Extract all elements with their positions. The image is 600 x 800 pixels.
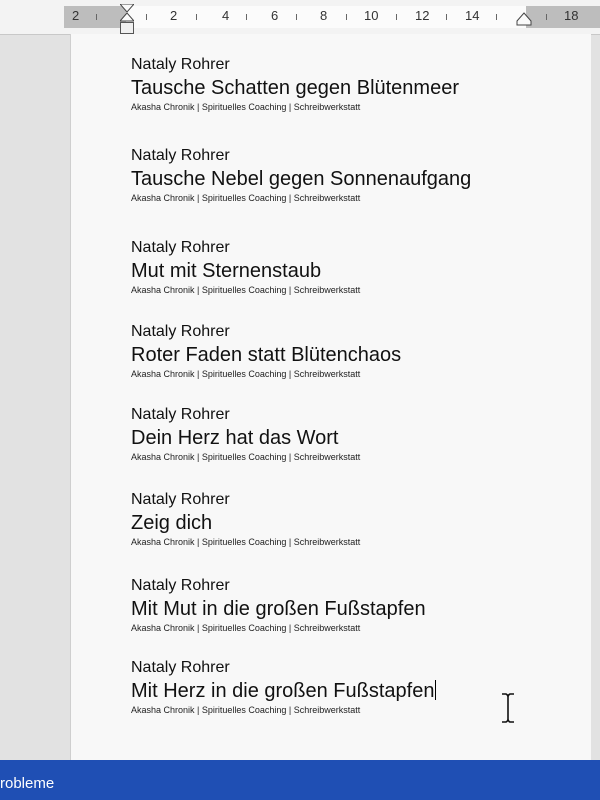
signature-title: Tausche Schatten gegen Blütenmeer bbox=[131, 77, 459, 99]
signature-block bbox=[131, 491, 360, 548]
signature-subtitle: Akasha Chronik | Spirituelles Coaching | Schreibwerkstatt bbox=[131, 369, 361, 379]
ruler-label: 18 bbox=[564, 8, 579, 23]
right-indent-marker-icon[interactable] bbox=[516, 12, 532, 26]
i-beam-cursor-icon bbox=[500, 692, 516, 724]
signature-subtitle: Akasha Chronik | Spirituelles Coaching | Schreibwerkstatt bbox=[131, 285, 361, 295]
ruler-label: 10 bbox=[364, 8, 379, 23]
signature-title: Mut mit Sternenstaub bbox=[131, 260, 322, 282]
ruler-label: 8 bbox=[320, 8, 328, 23]
author-name: Nataly Rohrer bbox=[131, 147, 230, 164]
signature-title: Roter Faden statt Blütenchaos bbox=[131, 344, 402, 366]
author-name: Nataly Rohrer bbox=[131, 577, 230, 594]
author-name: Nataly Rohrer bbox=[131, 406, 230, 423]
ruler-tick bbox=[346, 14, 347, 20]
signature-subtitle: Akasha Chronik | Spirituelles Coaching | Schreibwerkstatt bbox=[131, 705, 361, 715]
ruler-tick bbox=[546, 14, 547, 20]
signature-block bbox=[131, 659, 436, 716]
author-name: Nataly Rohrer bbox=[131, 239, 230, 256]
ruler-tick bbox=[296, 14, 297, 20]
signature-block bbox=[131, 577, 426, 634]
signature-title bbox=[131, 679, 436, 703]
signature-block bbox=[131, 406, 360, 463]
author-name: Nataly Rohrer bbox=[131, 659, 230, 676]
ruler-label: 6 bbox=[271, 8, 279, 23]
author-name: Nataly Rohrer bbox=[131, 491, 230, 508]
signature-title: Zeig dich bbox=[131, 512, 213, 534]
signature-title: Dein Herz hat das Wort bbox=[131, 427, 339, 449]
signature-block bbox=[131, 147, 471, 204]
horizontal-ruler[interactable] bbox=[0, 0, 600, 35]
signature-title-text: Mit Herz in die großen Fußstapfen bbox=[131, 680, 435, 702]
first-line-indent-marker-icon[interactable] bbox=[120, 4, 134, 22]
signature-title: Tausche Nebel gegen Sonnenaufgang bbox=[131, 168, 472, 190]
signature-title: Mit Mut in die großen Fußstapfen bbox=[131, 598, 426, 620]
signature-subtitle: Akasha Chronik | Spirituelles Coaching | Schreibwerkstatt bbox=[131, 452, 361, 462]
signature-subtitle: Akasha Chronik | Spirituelles Coaching | Schreibwerkstatt bbox=[131, 537, 361, 547]
author-name: Nataly Rohrer bbox=[131, 323, 230, 340]
ruler-label: 2 bbox=[170, 8, 178, 23]
ruler-tick bbox=[146, 14, 147, 20]
left-indent-marker-icon[interactable] bbox=[120, 22, 134, 34]
status-bar bbox=[0, 760, 600, 800]
ruler-tick bbox=[246, 14, 247, 20]
ruler-label: 12 bbox=[415, 8, 430, 23]
ruler-label: 4 bbox=[222, 8, 230, 23]
ruler-tick bbox=[496, 14, 497, 20]
ruler-label: 14 bbox=[465, 8, 480, 23]
signature-block bbox=[131, 56, 459, 113]
ruler-tick bbox=[196, 14, 197, 20]
ruler-tick bbox=[96, 14, 97, 20]
status-bar-label[interactable]: robleme bbox=[0, 775, 55, 792]
signature-subtitle: Akasha Chronik | Spirituelles Coaching | Schreibwerkstatt bbox=[131, 623, 361, 633]
signature-block bbox=[131, 323, 401, 380]
ruler-tick bbox=[396, 14, 397, 20]
author-name: Nataly Rohrer bbox=[131, 56, 230, 73]
text-caret bbox=[435, 680, 436, 700]
ruler-right-margin bbox=[526, 6, 600, 28]
signature-subtitle: Akasha Chronik | Spirituelles Coaching | Schreibwerkstatt bbox=[131, 102, 361, 112]
signature-subtitle: Akasha Chronik | Spirituelles Coaching | Schreibwerkstatt bbox=[131, 193, 361, 203]
document-page[interactable] bbox=[70, 34, 591, 760]
ruler-tick bbox=[446, 14, 447, 20]
ruler-label: 2 bbox=[72, 8, 80, 23]
signature-block bbox=[131, 239, 360, 296]
